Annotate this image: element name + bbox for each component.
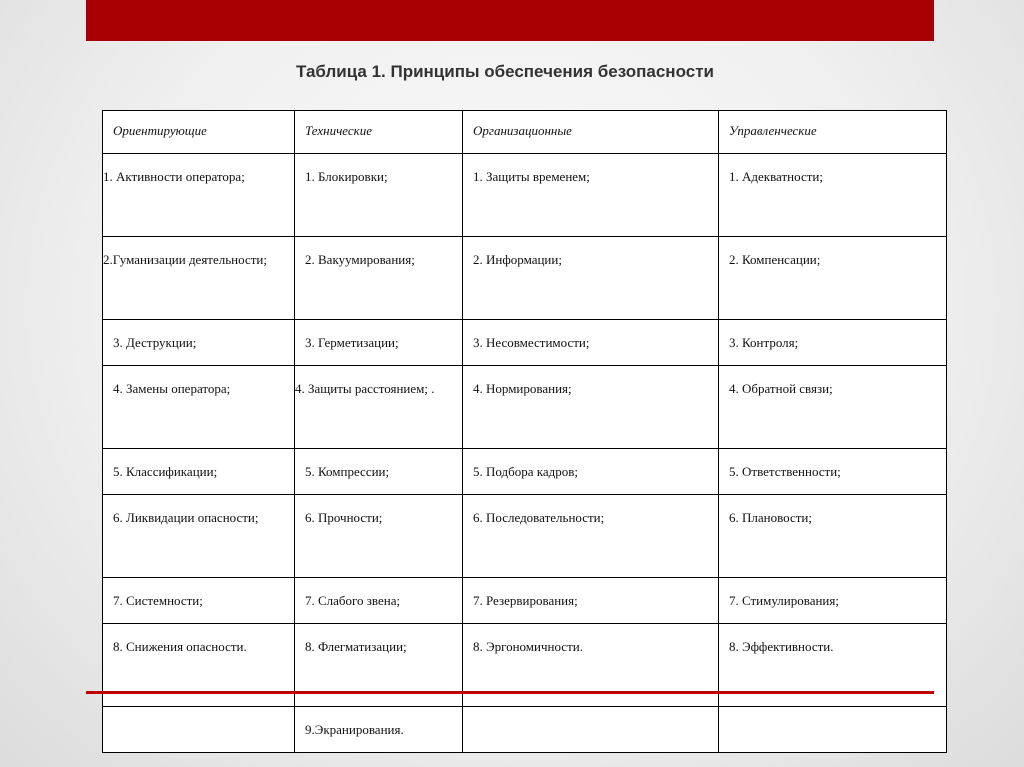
table-cell: 7. Резервирования; [463, 578, 719, 624]
table-cell: 3. Несовместимости; [463, 320, 719, 366]
safety-principles-table [102, 110, 947, 753]
table-cell: 3. Деструкции; [103, 320, 295, 366]
table-row [103, 366, 947, 449]
table-cell: 5. Подбора кадров; [463, 449, 719, 495]
table-cell: 4. Защиты расстоянием; . [295, 366, 463, 449]
table-cell [463, 707, 719, 753]
table-cell: 3. Контроля; [719, 320, 947, 366]
table-cell: 3. Герметизации; [295, 320, 463, 366]
table-cell: 6. Ликвидации опасности; [103, 495, 295, 578]
table-row [103, 154, 947, 237]
table-row [103, 449, 947, 495]
top-accent-bar [86, 0, 934, 41]
table-cell: 4. Замены оператора; [103, 366, 295, 449]
table-row [103, 707, 947, 753]
table-row [103, 624, 947, 707]
table-cell: 8. Снижения опасности. [103, 624, 295, 707]
table-cell: 1. Защиты временем; [463, 154, 719, 237]
table-cell: 6. Плановости; [719, 495, 947, 578]
table-cell: 1. Активности оператора; [103, 154, 295, 237]
table-cell [719, 707, 947, 753]
table-cell: 7. Стимулирования; [719, 578, 947, 624]
table-cell: 2. Вакуумирования; [295, 237, 463, 320]
table-row [103, 578, 947, 624]
table-cell: 8. Флегматизации; [295, 624, 463, 707]
table-cell: 4. Обратной связи; [719, 366, 947, 449]
header-cell: Организационные [463, 111, 719, 154]
table-cell: 8. Эргономичности. [463, 624, 719, 707]
table-cell: 6. Прочности; [295, 495, 463, 578]
table-cell: 8. Эффективности. [719, 624, 947, 707]
table-cell: 1. Блокировки; [295, 154, 463, 237]
table-cell: 5. Ответственности; [719, 449, 947, 495]
table-cell: 5. Компрессии; [295, 449, 463, 495]
header-cell: Управленческие [719, 111, 947, 154]
table-cell: 7. Системности; [103, 578, 295, 624]
table-cell: 2. Информации; [463, 237, 719, 320]
table-row [103, 320, 947, 366]
page-title: Таблица 1. Принципы обеспечения безопасности [296, 62, 714, 81]
table-cell: 9.Экранирования. [295, 707, 463, 753]
table-header-row [103, 111, 947, 154]
table-cell: 6. Последовательности; [463, 495, 719, 578]
table-cell: 1. Адекватности; [719, 154, 947, 237]
table-row [103, 237, 947, 320]
header-cell: Ориентирующие [103, 111, 295, 154]
table-cell: 2. Компенсации; [719, 237, 947, 320]
table-cell [103, 707, 295, 753]
table-cell: 7. Слабого звена; [295, 578, 463, 624]
table-cell: 5. Классификации; [103, 449, 295, 495]
table-row [103, 495, 947, 578]
bottom-accent-line [86, 691, 934, 694]
table-cell: 4. Нормирования; [463, 366, 719, 449]
header-cell: Технические [295, 111, 463, 154]
table-cell: 2.Гуманизации деятельности; [103, 237, 295, 320]
